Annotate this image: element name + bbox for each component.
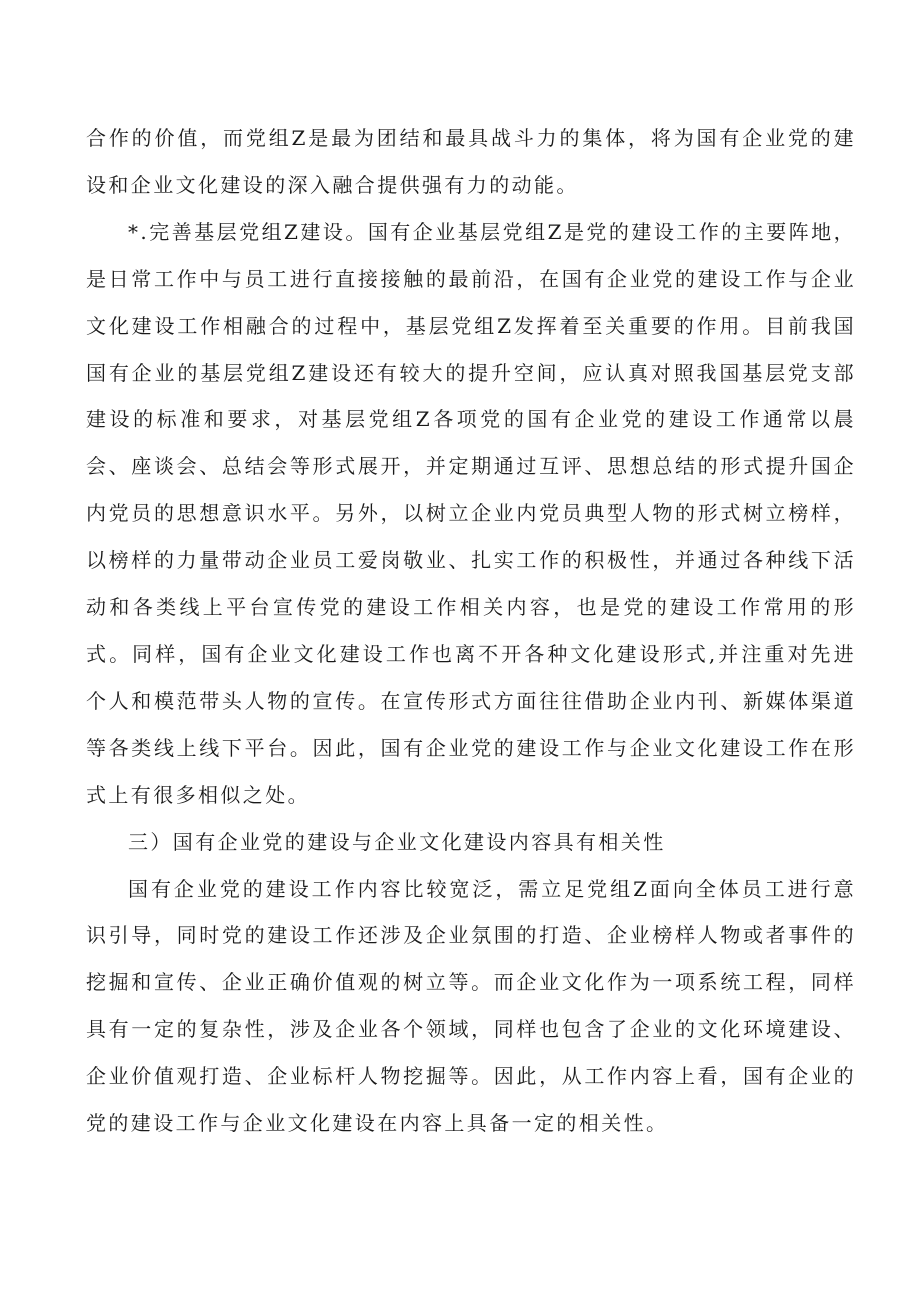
paragraph-3: 国有企业党的建设工作内容比较宽泛，需立足党组Z面向全体员工进行意识引导，同时党的建设工作还涉及企业氛围的打造、企业榜样人物或者事件的挖掘和宣传、企业正确价值观的树立等。而企业文化作为一项系统工程，同样具有一定的复杂性，涉及企业各个领域，同样也包含了企业的文化环境建设、企业价值观打造、企业标杆人物挖掘等。因此，从工作内容上看，国有企业的党的建设工作与企业文化建设在内容上具备一定的相关性。	[86, 876, 856, 1136]
paragraph-2: *.完善基层党组Z建设。国有企业基层党组Z是党的建设工作的主要阵地，是日常工作中与员工进行直接接触的最前沿，在国有企业党的建设工作与企业文化建设工作相融合的过程中，基层党组Z发挥着至关重要的作用。目前我国国有企业的基层党组Z建设还有较大的提升空间，应认真对照我国基层党支部建设的标准和要求，对基层党组Z各项党的国有企业党的建设工作通常以晨会、座谈会、总结会等形式展开，并定期通过互评、思想总结的形式提升国企内党员的思想意识水平。另外，以树立企业内党员典型人物的形式树立榜样，以榜样的力量带动企业员工爱岗敬业、扎实工作的积极性，并通过各种线下活动和各类线上平台宣传党的建设工作相关内容，也是党的建设工作常用的形式。同样，国有企业文化建设工作也离不开各种文化建设形式,并注重对先进个人和模范带头人物的宣传。在宣传形式方面往往借助企业内刊、新媒体渠道等各类线上线下平台。因此，国有企业党的建设工作与企业文化建设工作在形式上有很多相似之处。	[86, 219, 856, 807]
paragraph-1: 合作的价值，而党组Z是最为团结和最具战斗力的集体，将为国有企业党的建设和企业文化建设的深入融合提供强有力的动能。	[86, 126, 856, 197]
section-heading: 三）国有企业党的建设与企业文化建设内容具有相关性	[128, 829, 666, 854]
document-body	[86, 115, 856, 1147]
